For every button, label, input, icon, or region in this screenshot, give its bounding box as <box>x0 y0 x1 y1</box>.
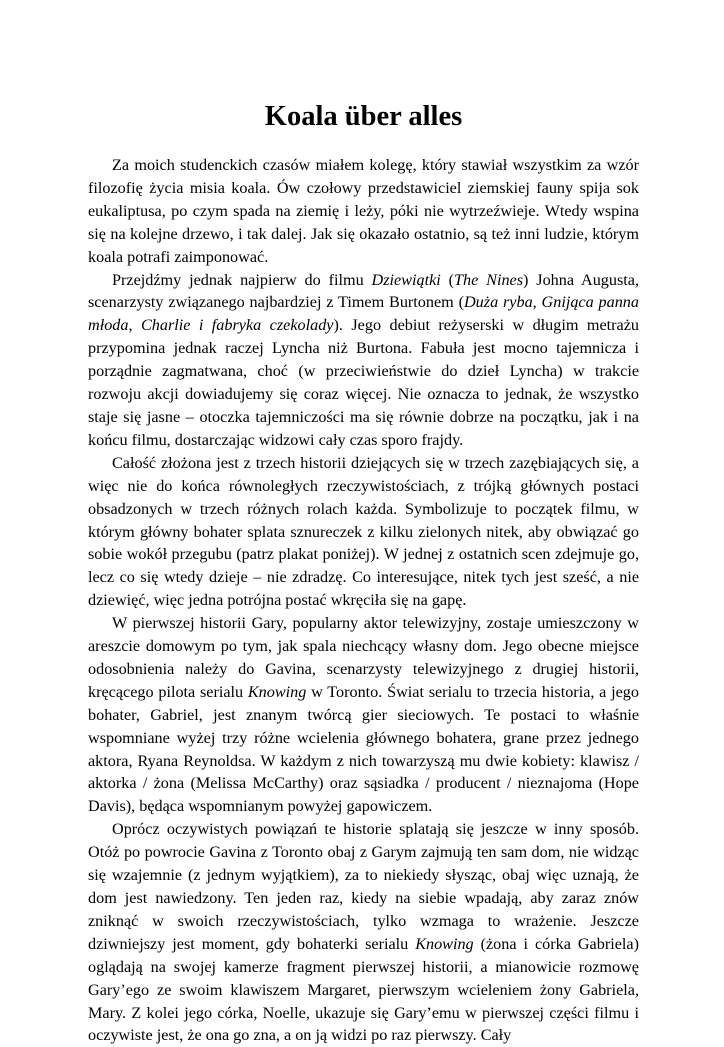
paragraph-text: ( <box>440 270 455 289</box>
paragraph-text: ). Jego debiut reżyserski w długim metrażu przypomina jednak raczej Lyncha niż Burtona. Fabuła jest mocno tajemnicza i porządnie zagmatwana, choć (w przeciwieństwie do dzieł Lyncha) w trakcie rozwoju akcji dowiadujemy się coraz więcej. Nie oznacza to jednak, że wszystko staje się jasne – otoczka tajemniczości ma się równie dobrze na początku, jak i na końcu filmu, dostarczając widzowi cały czas sporo frajdy. <box>88 316 639 449</box>
italic-title-text: Gnijąca panna młoda <box>88 293 639 335</box>
paragraph-1 <box>88 154 639 269</box>
paragraph-text: (żona i córka Gabriela) oglądają na swojej kamerze fragment pierwszej historii, a mianowicie rozmowę Gary’ego ze swoim klawiszem Margaret, pierwszym wcieleniem żony Gabriela, Mary. Z kolei jego córka, Noelle, ukazuje się Gary’emu w pierwszej części filmu i oczywiste jest, że ona go zna, a on ją widzi po raz pierwszy. Cały <box>88 934 639 1045</box>
article-body <box>88 154 639 1047</box>
paragraph-text: Całość złożona jest z trzech historii dziejących się w trzech zazębiających się, a więc nie do końca równoległych rzeczywistościach, z trójką głównych postaci obsadzonych w trzech różnych rolach każda. Symbolizuje to początek filmu, w którym główny bohater splata sznureczek z kilku zielonych nitek, aby obwiązać go sobie wokół przegubu (patrz plakat poniżej). W jednej z ostatnich scen zdejmuje go, lecz co się wtedy dzieje – nie zdradzę. Co interesujące, nitek tych jest sześć, a nie dziewięć, więc jedna potrójna postać wkręciła się na gapę. <box>88 453 639 610</box>
paragraph-3 <box>88 452 639 612</box>
italic-title-text: Charlie i fabryka czekolady <box>140 316 334 335</box>
paragraph-text: W pierwszej historii Gary, popularny aktor telewizyjny, zostaje umieszczony w areszcie domowym po tym, jak spala niechcący własny dom. Jego obecne miejsce odosobnienia należy do Gavina, scenarzysty telewizyjnego z drugiej historii, kręcącego pilota serialu <box>88 614 639 701</box>
document-page <box>88 92 639 1047</box>
italic-title-text: Knowing <box>247 682 307 701</box>
article-title: Koala über alles <box>264 101 463 132</box>
paragraph-2 <box>88 269 639 452</box>
italic-title-text: Knowing <box>415 934 474 953</box>
paragraph-text: Za moich studenckich czasów miałem kolegę, który stawiał wszystkim za wzór filozofię życia misia koala. Ów czołowy przedstawiciel ziemskiej fauny spija sok eukaliptusa, po czym spada na ziemię i leży, póki nie wytrzeźwieje. Wtedy wspina się na kolejne drzewo, i tak dalej. Jak się okazało ostatnio, są też inni ludzie, którym koala potrafi zaimponować. <box>88 156 639 266</box>
paragraph-text: ) Johna Augusta, scenarzysty związanego najbardziej z Timem Burtonem ( <box>88 270 640 312</box>
paragraph-text: Oprócz oczywistych powiązań te historie splatają się jeszcze w inny sposób. Otóż po powrocie Gavina z Toronto obaj z Garym zajmują ten sam dom, nie widząc się wzajemnie (z jednym wyjątkiem), za to niekiedy słysząc, obaj więc uznają, że dom jest nawiedzony. Ten jeden raz, kiedy na siebie wpadają, aby zaraz znów zniknąć w swoich rzeczywistościach, tylko wzmaga to wrażenie. Jeszcze dziwniejszy jest moment, gdy bohaterki serialu <box>88 820 639 953</box>
paragraph-5 <box>88 818 639 1047</box>
paragraph-text: w Toronto. Świat serialu to trzecia historia, a jego bohater, Gabriel, jest znanym twórcą gier sieciowych. Te postaci to właśnie wspomniane wyżej trzy różne wcielenia głównego bohatera, grane przez jednego aktora, Ryana Reynoldsa. W każdym z nich towarzyszą mu dwie kobiety: klawisz / aktorka / żona (Melissa McCarthy) oraz sąsiadka / producent / nieznajoma (Hope Davis), będąca wspomnianym powyżej gapowiczem. <box>88 682 639 816</box>
italic-title-text: Duża ryba <box>463 293 533 312</box>
paragraph-text: , <box>532 293 542 312</box>
paragraph-text: Przejdźmy jednak najpierw do filmu <box>112 270 372 289</box>
paragraph-text: , <box>128 316 141 335</box>
italic-title-text: Dziewiątki <box>371 270 441 289</box>
paragraph-4 <box>88 612 639 818</box>
italic-title-text: The Nines <box>454 270 524 289</box>
